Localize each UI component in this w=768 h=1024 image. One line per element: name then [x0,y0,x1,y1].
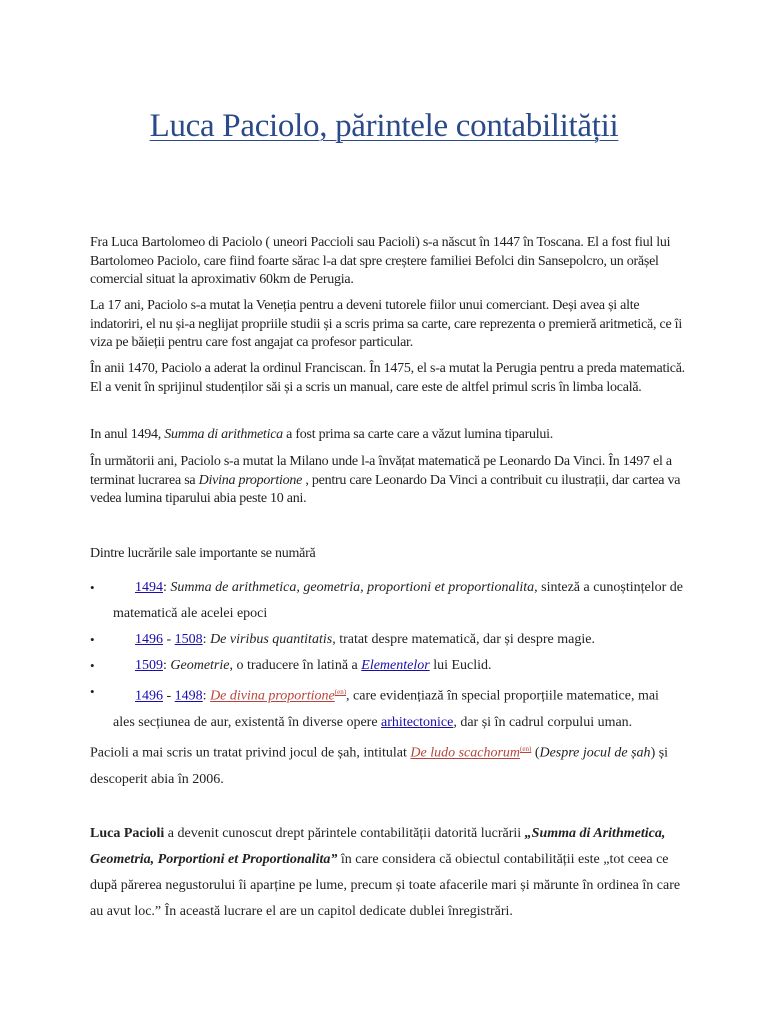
work-description: , care evidențiază în special proporțiile matematice, mai [346,688,659,704]
summa-title-bold: „Summa di Arithmetica, Geometria, Porportioni et Proportionalita” [90,826,666,867]
work-description-cont [113,710,690,736]
arhitectonice-link[interactable]: arhitectonice [381,714,454,730]
work-title: Geometrie [170,658,230,673]
p6-cont: descoperit abia în 2006. [90,771,224,787]
work-description: , tratat despre matematică, dar și despre magie. [332,632,595,647]
divina-proportione-link[interactable]: De divina proportione [210,688,335,704]
year-link[interactable]: 1508 [174,632,203,647]
paren-open: ( [531,745,540,761]
year-link[interactable]: 1496 [135,632,163,647]
paragraph-summa [90,426,690,445]
bullet-dot: • [90,684,95,699]
work-title: De viribus quantitatis [210,632,333,647]
separator: : [202,632,211,647]
bullet-dot: • [90,658,95,673]
paragraph-birth: Fra Luca Bartolomeo di Paciolo ( uneori Paccioli sau Pacioli) s-a născut în 1447 în Toscana. El a fost fiul lui Bartolomeo Paciolo, care fiind foarte sărac l-a dat spre creștere familiei Befolci din Sansepolcro, un orășel comercial situat la aproximativ 60km de Perugia. [90,235,671,287]
works-intro: Dintre lucrările sale importante se numără [90,546,316,561]
work-description: , o traducere în latină a [229,658,362,673]
separator: : [202,688,211,704]
works-list [90,575,690,736]
dash: - [163,632,175,647]
en-marker-text: (en) [334,688,347,696]
elementelor-link[interactable]: Elementelor [361,658,430,673]
year-link[interactable]: 1509 [135,658,163,673]
separator: : [163,658,171,673]
paragraph-accounting [90,821,690,925]
separator: : [163,580,171,595]
en-marker[interactable] [335,688,346,696]
work-description: , sinteză a cunoștințelor de [534,580,684,595]
cont-before: ales secțiunea de aur, existentă în diverse opere [113,714,382,730]
p6-before: Pacioli a mai scris un tratat privind jocul de șah, intitulat [90,745,411,761]
p5-after: , pentru care Leonardo Da Vinci a contribuit cu ilustrații, dar cartea va vedea lumina tiparului abia peste 10 ani. [90,472,681,506]
dash: - [163,688,175,704]
year-link[interactable]: 1498 [174,688,203,704]
p4-after: a fost prima sa carte care a văzut lumina tiparului. [282,427,554,442]
closing-text-2: în care considera că obiectul contabilității este „tot ceea ce după părerea negustorului îi aparține pe lume, precum și toate afacerile mari și mărunte în ordinea în care au avut loc.” În această lucrare el are un capitol dedicate dublei înregistrări. [90,852,681,919]
work-title: Summa de arithmetica, geometria, proportioni et proportionalita [170,580,535,595]
list-item [90,627,690,653]
page-title: Luca Paciolo, părintele contabilității [149,108,619,144]
en-marker-text: (en) [520,745,532,753]
p5-italic: Divina proportione [198,472,303,488]
year-link[interactable]: 1496 [135,688,163,704]
paragraph-venice: La 17 ani, Paciolo s-a mutat la Veneția pentru a deveni tutorele fiilor unui comerciant. Deși avea și alte indatoriri, el nu și-a neglijat propriile studii și a scris prima sa carte, care reprezenta o premieră aritmetică, ce îi viza pe băieții pentru care fost angajat ca profesor particular. [90,298,682,350]
cont-after: , dar și în cadrul corpului uman. [453,714,633,730]
p5-before: În următorii ani, Paciolo s-a mutat la Milano unde l-a învățat matematică pe Leonardo Da Vinci. În 1497 el a terminat lucrarea sa [90,454,672,488]
list-item [90,653,690,679]
luca-pacioli-bold: Luca Pacioli [90,826,165,841]
work-description-end: lui Euclid. [429,658,492,673]
paren-close: ) și [650,745,669,761]
year-link[interactable]: 1494 [135,580,163,595]
work-description-cont: matematică ale acelei epoci [113,606,268,621]
paragraph-franciscan: În anii 1470, Paciolo a aderat la ordinul Franciscan. În 1475, el s-a mutat la Perugia pentru a preda matematică. El a venit în sprijinul studenților săi și a scris un manual, care este de altfel primul scris în limba locală. [90,361,685,395]
en-marker[interactable] [520,745,531,753]
p4-before: In anul 1494, [90,427,165,442]
list-item [90,679,690,736]
bullet-dot: • [90,632,95,647]
paragraph-chess [90,736,690,793]
paragraph-milano [90,453,690,509]
closing-text-1: a devenit cunoscut drept părintele contabilității datorită lucrării [164,826,525,841]
list-item [90,575,690,627]
p4-italic: Summa di arithmetica [164,427,283,442]
de-ludo-scachorum-link[interactable]: De ludo scachorum [410,745,521,761]
bullet-dot: • [90,580,95,595]
p6-italic: Despre jocul de șah [539,745,651,761]
